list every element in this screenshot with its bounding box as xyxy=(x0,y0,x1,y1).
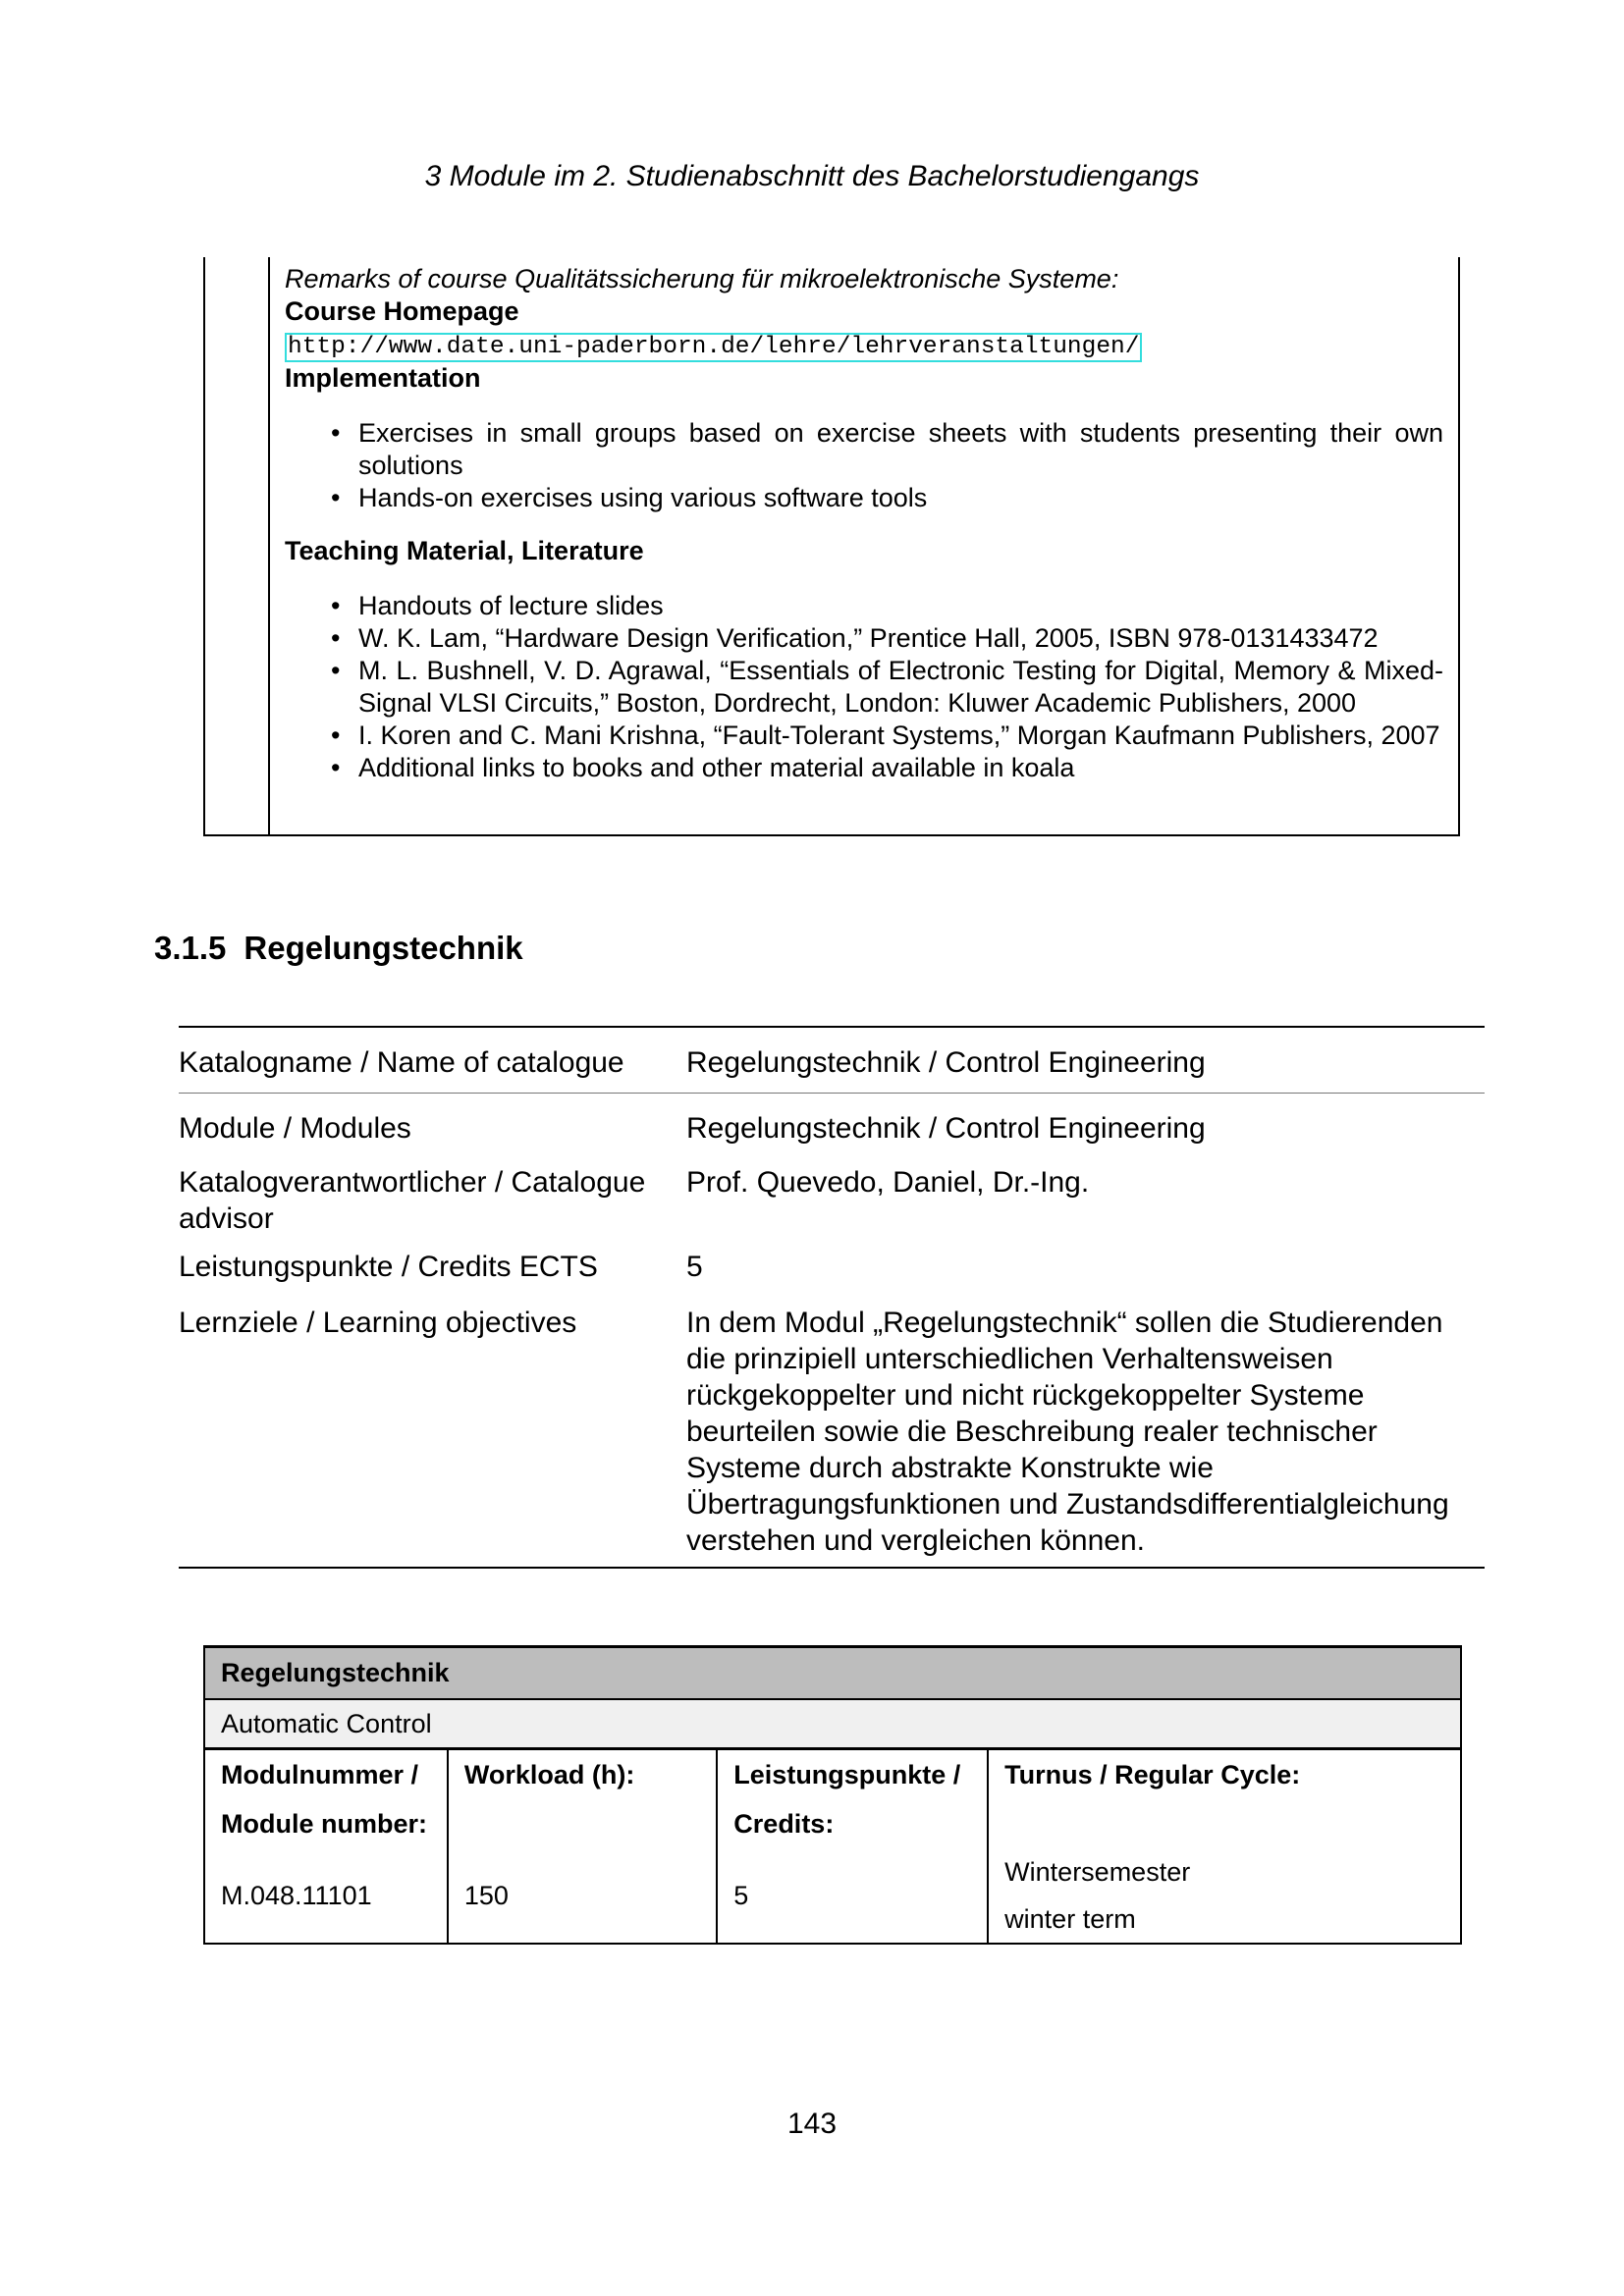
catalogue-key: Leistungspunkte / Credits ECTS xyxy=(179,1251,598,1283)
catalogue-value: 5 xyxy=(686,1251,703,1283)
catalogue-value: In dem Modul „Regelungstechnik“ sollen die Studierenden die prinzipiell unterschiedlichen Verhaltensweisen rückgekoppelter und nicht rückgekoppelter Systeme beurteilen sowie die Beschreibung realer technischer Systeme durch abstrakte Konstrukte wie Übertragungsfunktionen und Zustandsdifferentialgleichung verstehen und vergleichen können. xyxy=(686,1307,1449,1557)
catalogue-key: Katalogverantwortlicher / Catalogue advisor xyxy=(179,1166,646,1235)
credits-value: 5 xyxy=(717,1848,988,1944)
catalogue-header-row xyxy=(179,1028,1485,1093)
module-header-row xyxy=(204,1749,1461,1849)
catalogue-key: Katalogname / Name of catalogue xyxy=(179,1046,624,1079)
list-item: • I. Koren and C. Mani Krishna, “Fault-Tolerant Systems,” Morgan Kaufmann Publishers, 2007 xyxy=(358,720,1443,752)
material-heading: Teaching Material, Literature xyxy=(285,536,644,565)
workload-value: 150 xyxy=(448,1848,717,1944)
catalogue-key: Lernziele / Learning objectives xyxy=(179,1307,577,1339)
module-title: Regelungstechnik xyxy=(204,1647,1461,1700)
table-row xyxy=(179,1147,1485,1237)
module-number-value: M.048.11101 xyxy=(204,1848,448,1944)
catalogue-value: Regelungstechnik / Control Engineering xyxy=(686,1046,1206,1079)
homepage-heading: Course Homepage xyxy=(285,296,519,326)
module-table xyxy=(203,1645,1462,1945)
box-divider-line xyxy=(268,257,270,834)
module-subtitle-row xyxy=(204,1699,1461,1749)
catalogue-value: Regelungstechnik / Control Engineering xyxy=(686,1112,1206,1145)
list-item: • Handouts of lecture slides xyxy=(358,590,1443,622)
cycle-de: Wintersemester xyxy=(1004,1857,1191,1887)
remarks-box xyxy=(203,257,1460,836)
catalogue-table xyxy=(179,1026,1485,1569)
header-cell-workload: Workload (h): xyxy=(448,1749,717,1849)
module-value-row xyxy=(204,1848,1461,1944)
section-heading xyxy=(154,930,523,967)
list-item: • Hands-on exercises using various software tools xyxy=(358,482,1443,514)
list-item: • Exercises in small groups based on exercise sheets with students presenting their own solutions xyxy=(358,417,1443,482)
remarks-content xyxy=(285,263,1443,805)
page-number: 143 xyxy=(786,2108,838,2140)
header-cell-credits: Leistungspunkte / Credits: xyxy=(717,1749,988,1849)
section-title: Regelungstechnik xyxy=(244,930,523,966)
list-item: • W. K. Lam, “Hardware Design Verification,” Prentice Hall, 2005, ISBN 978-0131433472 xyxy=(358,622,1443,655)
table-row xyxy=(179,1094,1485,1147)
homepage-link[interactable]: http://www.date.uni-paderborn.de/lehre/lehrveranstaltungen/ xyxy=(285,333,1142,362)
table-row xyxy=(179,1285,1485,1567)
table-rule xyxy=(179,1567,1485,1569)
cycle-en: winter term xyxy=(1004,1904,1136,1934)
implementation-heading: Implementation xyxy=(285,363,481,393)
table-row xyxy=(179,1237,1485,1285)
remarks-title: Remarks of course Qualitätssicherung für mikroelektronische Systeme: xyxy=(285,264,1119,294)
material-list xyxy=(285,590,1443,784)
list-item: • M. L. Bushnell, V. D. Agrawal, “Essentials of Electronic Testing for Digital, Memory & Mixed-Signal VLSI Circuits,” Boston, Dordrecht, London: Kluwer Academic Publishers, 2000 xyxy=(358,655,1443,720)
list-item: • Additional links to books and other material available in koala xyxy=(358,752,1443,784)
header-cell-module-number: Modulnummer / Module number: xyxy=(204,1749,448,1849)
header-cell-cycle: Turnus / Regular Cycle: xyxy=(988,1749,1461,1849)
implementation-list xyxy=(285,417,1443,514)
running-head: 3 Module im 2. Studienabschnitt des Bachelorstudiengangs xyxy=(424,160,1200,192)
cycle-value xyxy=(988,1848,1461,1944)
catalogue-key: Module / Modules xyxy=(179,1112,411,1145)
section-number: 3.1.5 xyxy=(154,930,227,966)
module-subtitle: Automatic Control xyxy=(204,1699,1461,1749)
catalogue-value: Prof. Quevedo, Daniel, Dr.-Ing. xyxy=(686,1166,1090,1199)
module-title-row xyxy=(204,1647,1461,1700)
